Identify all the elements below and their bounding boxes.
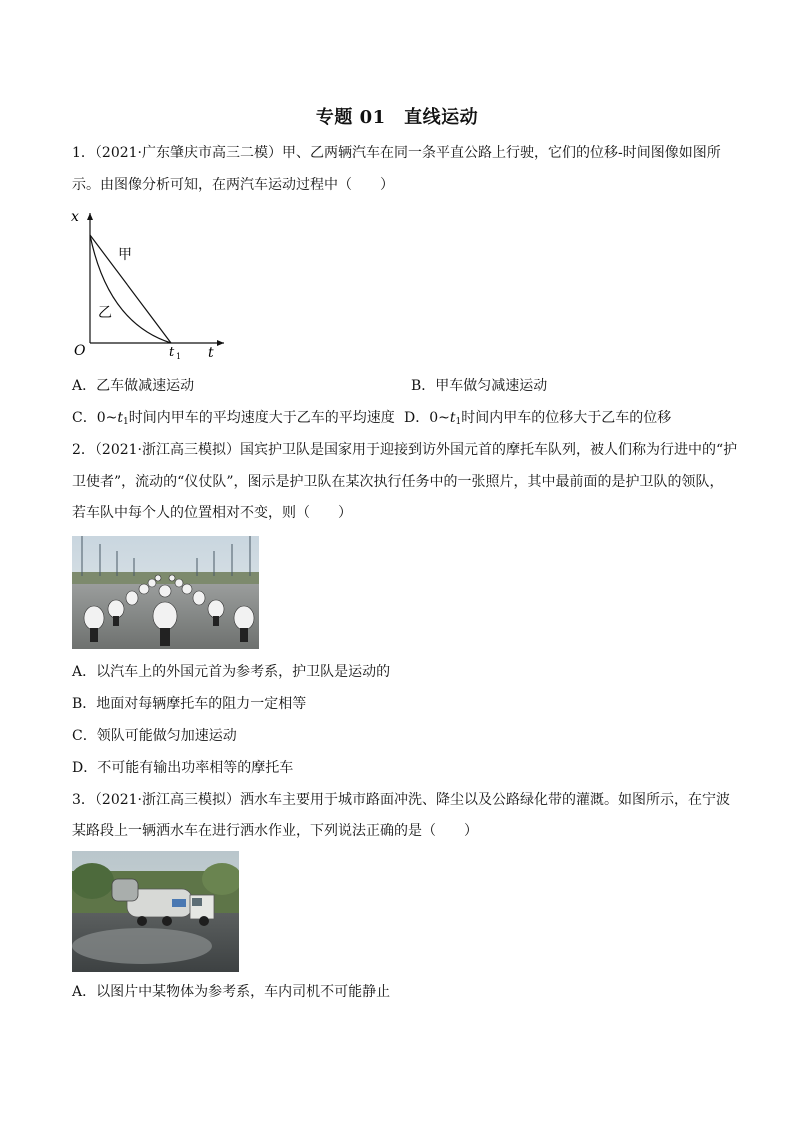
q1-option-c-t: t xyxy=(117,410,123,426)
motorcade-photo xyxy=(72,536,259,649)
q1-option-d xyxy=(404,408,671,432)
q1-option-c-sub: 1 xyxy=(123,417,129,427)
q2-option-c: C．领队可能做匀加速运动 xyxy=(72,728,237,744)
origin-label: O xyxy=(74,343,86,359)
q1-stem-line-1: 1．（2021·广东肇庆市高三二模）甲、乙两辆汽车在同一条平直公路上行驶，它们的位移-时间图像如图所 xyxy=(72,145,721,161)
q1-option-b: B．甲车做匀减速运动 xyxy=(411,378,548,394)
q2-stem-line-3: 若车队中每个人的位置相对不变，则（ ） xyxy=(72,505,352,521)
q1-option-c xyxy=(72,408,395,432)
y-axis-label: x xyxy=(71,209,79,225)
q3-option-a: A．以图片中某物体为参考系，车内司机不可能静止 xyxy=(72,984,391,1000)
q1-position-time-graph xyxy=(66,205,231,365)
q2-option-d: D．不可能有输出功率相等的摩托车 xyxy=(72,760,294,776)
q1-option-d-t: t xyxy=(449,410,456,426)
q1-option-c-prefix: C．0~ xyxy=(72,410,118,426)
q2-option-a: A．以汽车上的外国元首为参考系，护卫队是运动的 xyxy=(72,664,391,680)
x-axis-label: t xyxy=(208,345,214,361)
q3-stem-line-2: 某路段上一辆洒水车在进行洒水作业，下列说法正确的是（ ） xyxy=(72,823,478,839)
sprinkler-truck-photo xyxy=(72,851,239,972)
q2-stem-line-2: 卫使者”，流动的“仪仗队”，图示是护卫队在某次执行任务中的一张照片，其中最前面的是护卫队的领队， xyxy=(72,474,724,490)
page-title: 专题 01 直线运动 xyxy=(315,107,479,128)
q1-option-d-text: 时间内甲车的位移大于乙车的位移 xyxy=(461,410,672,426)
q1-option-d-sub: 1 xyxy=(455,417,462,427)
q2-option-b: B．地面对每辆摩托车的阻力一定相等 xyxy=(72,696,307,712)
curve-jia-label: 甲 xyxy=(118,247,132,263)
curve-yi-label: 乙 xyxy=(98,305,112,321)
q1-option-c-text: 时间内甲车的平均速度大于乙车的平均速度 xyxy=(128,410,395,426)
q1-option-a: A．乙车做减速运动 xyxy=(72,378,195,394)
t1-label: t xyxy=(169,345,175,360)
q2-stem-line-1: 2．（2021·浙江高三模拟）国宾护卫队是国家用于迎接到访外国元首的摩托车队列，被人们称为行进中的“护 xyxy=(72,442,738,458)
q1-stem-line-2: 示。由图像分析可知，在两汽车运动过程中（ ） xyxy=(72,177,394,193)
q3-stem-line-1: 3．（2021·浙江高三模拟）洒水车主要用于城市路面冲洗、降尘以及公路绿化带的灌溉。如图所示，在宁波 xyxy=(72,792,730,808)
q1-option-d-prefix: D．0~ xyxy=(404,410,450,426)
t1-subscript: 1 xyxy=(176,352,182,361)
